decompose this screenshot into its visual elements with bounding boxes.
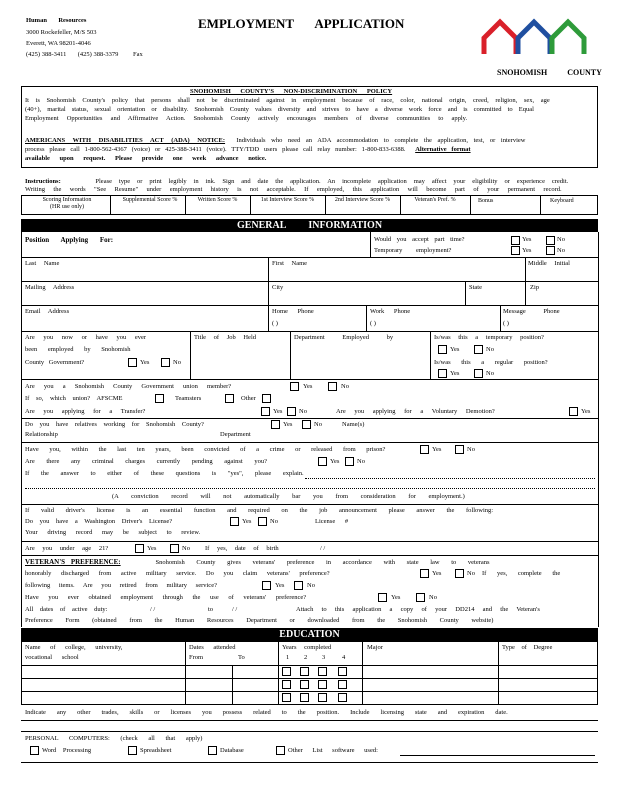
edu-row3-year2-checkbox[interactable] xyxy=(300,693,309,702)
edu-row1-year2-checkbox[interactable] xyxy=(300,667,309,676)
other-software-checkbox[interactable] xyxy=(276,746,285,755)
message-phone-paren: ( ) xyxy=(503,320,509,327)
database-checkbox[interactable] xyxy=(208,746,217,755)
vet-retired-yes-checkbox[interactable] xyxy=(262,581,271,590)
transfer-yes-label: Yes xyxy=(273,408,283,415)
vet-employment-no-label: No xyxy=(429,594,437,601)
temporary-label: Temporary employment? xyxy=(374,247,452,254)
temporary-no-label: No xyxy=(557,247,565,254)
vet-pref-no-checkbox[interactable] xyxy=(455,569,464,578)
relatives-yes-checkbox[interactable] xyxy=(271,420,280,429)
license-no-checkbox[interactable] xyxy=(258,517,267,526)
major-header: Major xyxy=(367,644,383,651)
edu-row2-year3-checkbox[interactable] xyxy=(318,680,327,689)
transfer-question: Are you applying for a Transfer? xyxy=(25,408,146,415)
spreadsheet-label: Spreadsheet xyxy=(140,747,172,754)
scoring-interview-2: 2nd Interview Score % xyxy=(334,197,391,203)
union-yes-checkbox[interactable] xyxy=(290,382,299,391)
age-yes-label: Yes xyxy=(147,545,157,552)
edu-row2-year1-checkbox[interactable] xyxy=(282,680,291,689)
convicted-yes-label: Yes xyxy=(432,446,442,453)
years-completed-header: Years completed xyxy=(282,644,332,651)
convicted-question: Have you, within the last ten years, been convicted of a crime or released from prison? xyxy=(25,446,386,453)
ada-line-3: available upon request. Please provide one week advance notice. xyxy=(25,155,267,162)
charges-yes-checkbox[interactable] xyxy=(318,457,327,466)
veterans-line-3: following items. Are you retired from military service? xyxy=(25,582,217,589)
relatives-question: Do you have relatives working for Snohomish County? xyxy=(25,421,204,428)
demotion-yes-label: Yes xyxy=(581,408,591,415)
edu-row1-year3-checkbox[interactable] xyxy=(318,667,327,676)
temp-position-no-label: No xyxy=(486,346,494,353)
veterans-line-4: Have you ever obtained employment through the use of veterans' preference? xyxy=(25,594,307,601)
ada-line-2: process please call 1-800-562-4367 (voice) or 425-388-3411 (voice). TTY/TDD users please call relay number: 1-800-833-6388. Alternative format xyxy=(25,146,471,153)
birth-date-slashes: / / xyxy=(320,545,326,552)
scoring-keyboard: Keyboard xyxy=(550,198,574,204)
year-2-label: 2 xyxy=(304,654,308,661)
temp-position-no-checkbox[interactable] xyxy=(474,345,483,354)
charges-no-label: No xyxy=(357,458,365,465)
employed-q-line-3: County Government? xyxy=(25,359,85,366)
org-address-1: 3000 Rockefeller, M/S 503 xyxy=(26,29,97,36)
part-time-no-label: No xyxy=(557,236,565,243)
charges-no-checkbox[interactable] xyxy=(345,457,354,466)
scoring-hr: Scoring Information (HR use only) xyxy=(42,197,92,210)
veterans-line-5a: All dates of active duty: xyxy=(25,606,108,613)
employed-no-label: No xyxy=(173,359,181,366)
relatives-no-label: No xyxy=(314,421,322,428)
ada-line-1: AMERICANS WITH DISABILITIES ACT (ADA) NOTICE: Individuals who need an ADA accommodation to complete the application, test, or interview xyxy=(25,137,526,144)
conviction-note: (A conviction record will not automatically bar you from consideration for employment.) xyxy=(112,493,465,500)
transfer-no-label: No xyxy=(299,408,307,415)
reg-position-no-checkbox[interactable] xyxy=(474,369,483,378)
employed-no-checkbox[interactable] xyxy=(161,358,170,367)
trades-skills-label: Indicate any other trades, skills or licenses you possess related to the position. Include licensing state and expiration date. xyxy=(25,709,508,716)
dates-attended-header: Dates attended xyxy=(189,644,236,651)
email-label: Email Address xyxy=(25,308,70,315)
veterans-line-2b: If yes, complete the xyxy=(482,570,561,577)
edu-row3-year4-checkbox[interactable] xyxy=(338,693,347,702)
policy-line-3: Employment Opportunities and Affirmative Action. Snohomish County actively encourages members of diverse communities to apply. xyxy=(25,115,468,122)
work-phone-paren: ( ) xyxy=(370,320,376,327)
snohomish-county-logo xyxy=(478,16,602,68)
instructions-line-2: Writing the words "See Resume" under employment history is not acceptable. If employed, this application will become part of your permanent record. xyxy=(25,186,562,193)
department-employed-label: Department Employed by xyxy=(294,334,394,341)
word-processing-label: Word Processing xyxy=(42,747,92,754)
dates-to-header: To xyxy=(238,654,245,661)
license-question-1: If valid driver's license is an essential function and required on the job announcement please answer the following: xyxy=(25,507,494,514)
employed-yes-checkbox[interactable] xyxy=(128,358,137,367)
year-1-label: 1 xyxy=(286,654,290,661)
relatives-yes-label: Yes xyxy=(283,421,293,428)
instructions-line-1: Instructions: Please type or print legibly in ink. Sign and date the application. An incomplete application may affect your eligibility or experience credit. xyxy=(25,178,569,185)
temporary-position-label: Is/was this a temporary position? xyxy=(434,334,544,341)
veterans-line-6: Preference Form (obtained from the Human Resources Department or downloaded from the Snohomish County website) xyxy=(25,617,494,624)
license-question-3: Your driving record may be subject to review. xyxy=(25,529,201,536)
vet-employment-yes-label: Yes xyxy=(391,594,401,601)
employed-yes-label: Yes xyxy=(140,359,150,366)
part-time-label: Would you accept part time? xyxy=(374,236,465,243)
org-name: Human Resources xyxy=(26,17,87,24)
vet-pref-no-label: No xyxy=(467,570,475,577)
demotion-yes-checkbox[interactable] xyxy=(569,407,578,416)
school-header-2: vocational school xyxy=(25,654,79,661)
union-no-checkbox[interactable] xyxy=(328,382,337,391)
state-label: State xyxy=(469,284,482,291)
age-no-checkbox[interactable] xyxy=(170,544,179,553)
first-name-label: First Name xyxy=(272,260,308,267)
age-no-label: No xyxy=(182,545,190,552)
employed-q-line-2: been employed by Snohomish xyxy=(25,346,131,353)
license-no-label: No xyxy=(270,518,278,525)
charges-yes-label: Yes xyxy=(330,458,340,465)
position-label: Position Applying For: xyxy=(25,236,114,244)
spreadsheet-checkbox[interactable] xyxy=(128,746,137,755)
edu-row3-year3-checkbox[interactable] xyxy=(318,693,327,702)
edu-row1-year1-checkbox[interactable] xyxy=(282,667,291,676)
license-number-label: License # xyxy=(315,518,349,525)
union-question: Are you a Snohomish County Government union member? xyxy=(25,383,232,390)
age-question: Are you under age 21? xyxy=(25,545,109,552)
convicted-yes-checkbox[interactable] xyxy=(420,445,429,454)
charges-question: Are there any criminal charges currently pending against you? xyxy=(25,458,267,465)
scoring-written: Written Score % xyxy=(197,197,238,203)
union-yes-label: Yes xyxy=(303,383,313,390)
other-software-label: Other List software used: xyxy=(288,747,378,754)
union-no-label: No xyxy=(341,383,349,390)
vet-dates-to-slashes: / / xyxy=(232,606,238,613)
edu-row3-year1-checkbox[interactable] xyxy=(282,693,291,702)
year-3-label: 3 xyxy=(322,654,326,661)
temporary-yes-checkbox[interactable] xyxy=(511,246,520,255)
afscme-checkbox[interactable] xyxy=(155,394,164,403)
relatives-department-label: Department xyxy=(220,431,251,438)
vet-pref-yes-checkbox[interactable] xyxy=(420,569,429,578)
reg-position-yes-label: Yes xyxy=(450,370,460,377)
relatives-names-label: Name(s) xyxy=(342,421,365,428)
relatives-no-checkbox[interactable] xyxy=(302,420,311,429)
veterans-line-5c: Attach to this application a copy of your DD214 and the Veteran's xyxy=(296,606,540,613)
license-yes-checkbox[interactable] xyxy=(230,517,239,526)
vet-dates-from-slashes: / / xyxy=(150,606,156,613)
regular-position-label: Is/was this a regular position? xyxy=(434,359,548,366)
edu-row2-year4-checkbox[interactable] xyxy=(338,680,347,689)
last-name-label: Last Name xyxy=(25,260,60,267)
scoring-veterans: Veteran's Pref. % xyxy=(414,197,456,203)
license-yes-label: Yes xyxy=(242,518,252,525)
logo-text: SNOHOMISH COUNTY xyxy=(497,68,602,77)
word-processing-checkbox[interactable] xyxy=(30,746,39,755)
reg-position-yes-checkbox[interactable] xyxy=(438,369,447,378)
teamsters-checkbox[interactable] xyxy=(225,394,234,403)
temporary-yes-label: Yes xyxy=(522,247,532,254)
form-title: EMPLOYMENT APPLICATION xyxy=(198,16,405,31)
vet-dates-to-label: to xyxy=(208,606,214,613)
message-phone-label: Message Phone xyxy=(503,308,560,315)
job-title-label: Title of Job Held xyxy=(194,334,256,341)
part-time-no-checkbox[interactable] xyxy=(546,236,555,245)
which-union-label: If so, which union? AFSCME xyxy=(25,395,123,402)
employed-q-line-1: Are you now or have you ever xyxy=(25,334,147,341)
zip-label: Zip xyxy=(530,284,540,291)
mailing-address-label: Mailing Address xyxy=(25,284,75,291)
part-time-yes-checkbox[interactable] xyxy=(511,236,520,245)
policy-heading: SNOHOMISH COUNTY'S NON-DISCRIMINATION POLICY xyxy=(190,88,393,95)
vet-pref-yes-label: Yes xyxy=(432,570,442,577)
middle-initial-label: Middle Initial xyxy=(528,260,570,267)
license-question-2: Do you have a Washington Driver's License? xyxy=(25,518,173,525)
org-address-2: Everett, WA 98201-4046 xyxy=(26,40,91,47)
relationship-label: Relationship xyxy=(25,431,58,438)
convicted-no-label: No xyxy=(467,446,475,453)
dates-from-header: From xyxy=(189,654,204,661)
policy-line-1: It is Snohomish County's policy that persons shall not be discriminated against in employment because of race, color, national origin, creed, religion, sex, age xyxy=(25,97,550,104)
explain-label: If the answer to either of these questions is "yes", please explain. xyxy=(25,470,304,477)
vet-retired-no-label: No xyxy=(307,582,315,589)
vet-employment-no-checkbox[interactable] xyxy=(416,593,425,602)
scoring-supplemental: Supplemental Score % xyxy=(122,197,178,203)
database-label: Database xyxy=(220,747,244,754)
demotion-question: Are you applying for a Voluntary Demotion? xyxy=(336,408,495,415)
transfer-yes-checkbox[interactable] xyxy=(261,407,270,416)
computers-label: PERSONAL COMPUTERS: (check all that apply) xyxy=(25,735,203,742)
edu-row2-year2-checkbox[interactable] xyxy=(300,680,309,689)
veterans-line-2: honorably discharged from active military service. Do you claim veterans' preference? xyxy=(25,570,330,577)
home-phone-paren: ( ) xyxy=(272,320,278,327)
edu-row1-year4-checkbox[interactable] xyxy=(338,667,347,676)
org-phone: (425) 388-3411 (425) 388-3379 Fax xyxy=(26,51,143,58)
temp-position-yes-label: Yes xyxy=(450,346,460,353)
work-phone-label: Work Phone xyxy=(370,308,411,315)
other-union-label: Other xyxy=(241,395,256,402)
scoring-interview-1: 1st Interview Score % xyxy=(260,197,315,203)
school-header-1: Name of college, university, xyxy=(25,644,123,651)
temporary-no-checkbox[interactable] xyxy=(546,246,555,255)
part-time-yes-label: Yes xyxy=(522,236,532,243)
degree-header: Type of Degree xyxy=(502,644,553,651)
scoring-bonus: Bonus xyxy=(478,198,494,204)
temp-position-yes-checkbox[interactable] xyxy=(438,345,447,354)
convicted-no-checkbox[interactable] xyxy=(455,445,464,454)
veterans-line-1: VETERAN'S PREFERENCE: Snohomish County gives veterans' preference in accordance with state law to veterans xyxy=(25,558,490,566)
vet-retired-no-checkbox[interactable] xyxy=(294,581,303,590)
home-phone-label: Home Phone xyxy=(272,308,314,315)
vet-employment-yes-checkbox[interactable] xyxy=(378,593,387,602)
teamsters-label: Teamsters xyxy=(175,395,202,402)
reg-position-no-label: No xyxy=(486,370,494,377)
education-bar: EDUCATION xyxy=(21,628,598,641)
year-4-label: 4 xyxy=(342,654,346,661)
policy-line-2: (40+), marital status, sexual orientation or disability. Snohomish County values diversity and strives to have a diverse work force and is committed to Equal xyxy=(25,106,534,113)
transfer-no-checkbox[interactable] xyxy=(287,407,296,416)
birth-date-label: If yes, date of birth xyxy=(205,545,279,552)
city-label: City xyxy=(272,284,284,291)
age-yes-checkbox[interactable] xyxy=(135,544,144,553)
other-union-checkbox[interactable] xyxy=(262,394,271,403)
vet-retired-yes-label: Yes xyxy=(275,582,285,589)
general-info-bar: GENERAL INFORMATION xyxy=(21,219,598,232)
